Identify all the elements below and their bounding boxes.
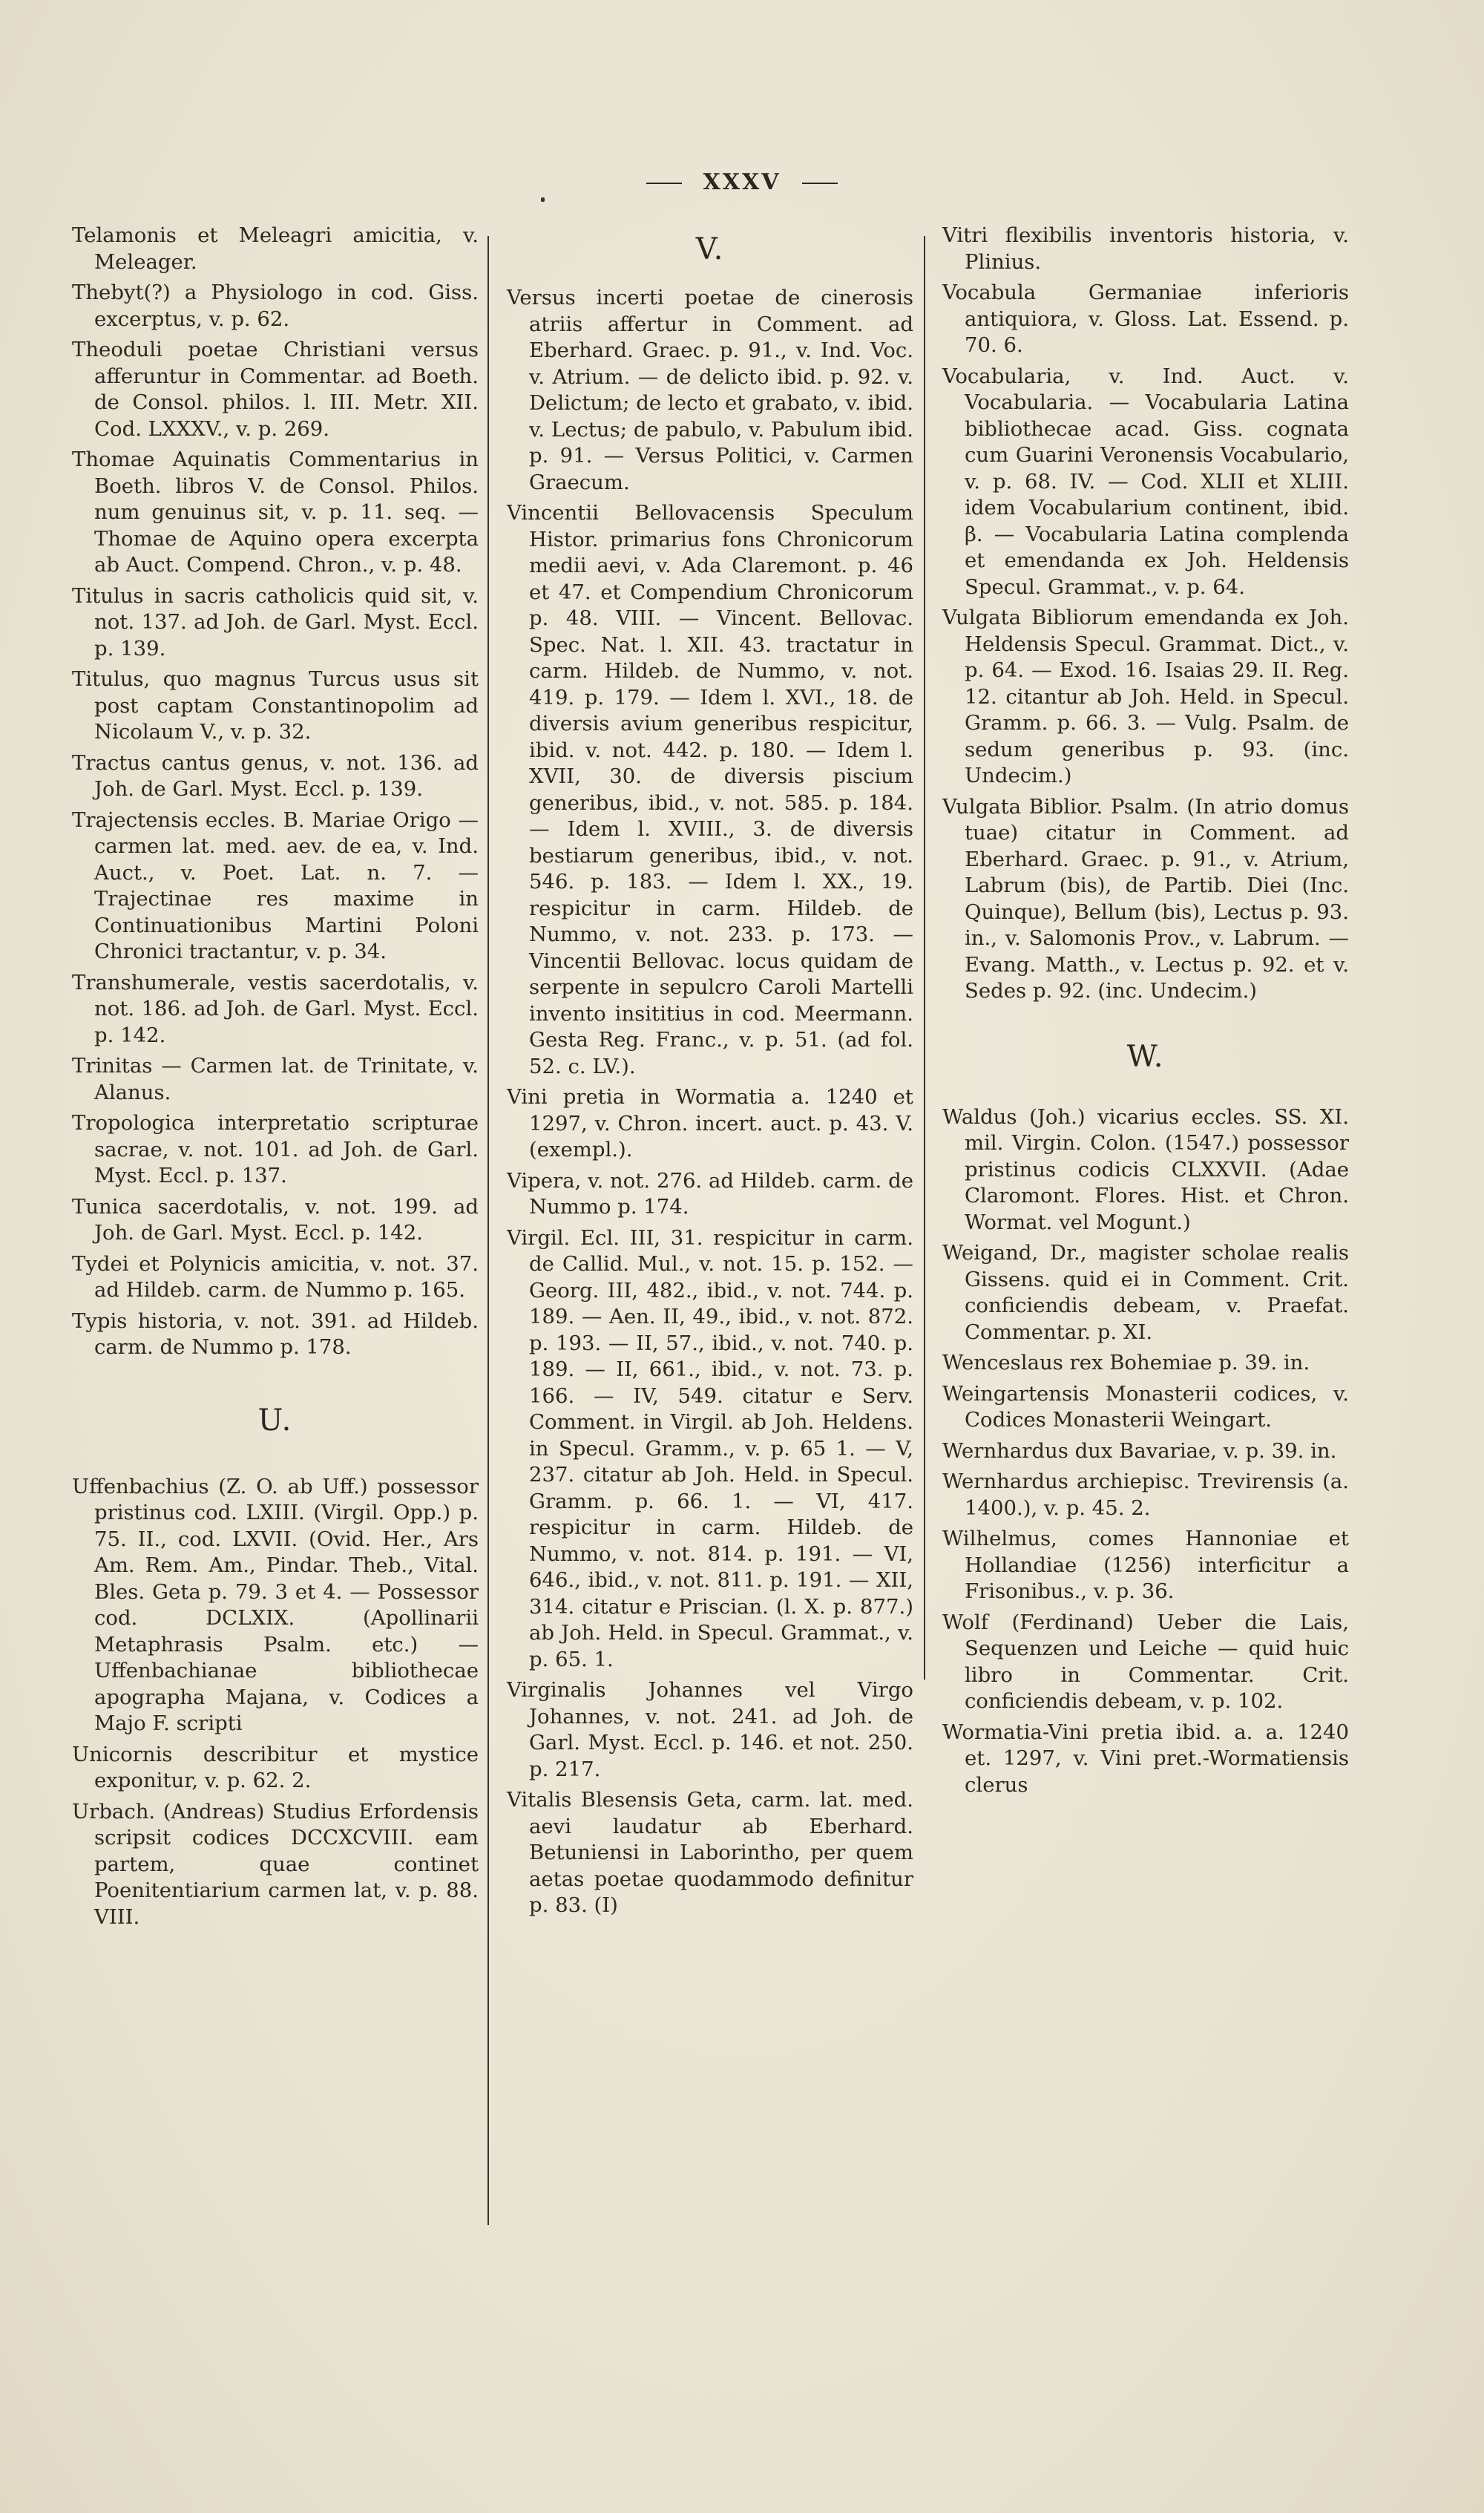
index-entry: Virginalis Johannes vel Virgo Johannes, v. not. 241. ad Joh. de Garl. Myst. Eccl. p. 146. et not. 250. p. 217. [507,1678,913,1781]
index-entry: Tunica sacerdotalis, v. not. 199. ad Joh. de Garl. Myst. Eccl. p. 142. [72,1194,479,1245]
index-entry: Vini pretia in Wormatia a. 1240 et 1297, v. Chron. incert. auct. p. 43. V. (exempl.). [507,1085,913,1162]
column-rule-left [487,236,489,2225]
index-entry: Theoduli poetae Christiani versus afferuntur in Commentar. ad Boeth. de Consol. philos. l. III. Metr. XII. Cod. LXXXV., v. p. 269. [72,338,479,441]
index-entry: Versus incerti poetae de cinerosis atriis affertur in Comment. ad Eberhard. Graec. p. 91., v. Ind. Voc. v. Atrium. — de delicto ibid. p. 92. v. Delictum; de lecto et grabato, v. ibid. v. Lectus; de pabulo, v. Pabulum ibid. p. 91. — Versus Politici, v. Carmen Graecum. [507,286,913,494]
section-letter-u: U. [257,1403,293,1438]
page-header [0,169,1484,195]
index-entry: Vitalis Blesensis Geta, carm. lat. med. aevi laudatur ab Eberhard. Betuniensi in Laborintho, per quem aetas poetae quodammodo definitur p. 83. (I) [507,1788,913,1917]
index-entry: Vocabula Germaniae inferioris antiquiora, v. Gloss. Lat. Essend. p. 70. 6. [942,281,1349,357]
index-entry: Titulus, quo magnus Turcus usus sit post captam Constantinopolim ad Nicolaum V., v. p. 32. [72,667,479,744]
index-entry: Tropologica interpretatio scripturae sacrae, v. not. 101. ad Joh. de Garl. Myst. Eccl. p. 137. [72,1111,479,1187]
index-entry: Unicornis describitur et mystice exponitur, v. p. 62. 2. [72,1742,479,1792]
index-entry: Wolf (Ferdinand) Ueber die Lais, Sequenzen und Leiche — quid huic libro in Commentar. Crit. conficiendis debeam, v. p. 102. [942,1610,1349,1713]
index-entry: Uffenbachius (Z. O. ab Uff.) possessor pristinus cod. LXIII. (Virgil. Opp.) p. 75. II., cod. LXVII. (Ovid. Her., Ars Am. Rem. Am., Pindar. Theb., Vital. Bles. Geta p. 79. 3 et 4. — Possessor cod. DCLXIX. (Apollinarii Metaphrasis Psalm. etc.) — Uffenbachianae bibliothecae apographa Majana, v. Codices a Majo F. scripti [72,1474,479,1735]
header-dash-right [802,183,838,184]
index-column-3 [942,223,1349,1803]
index-entry: Vulgata Bibliorum emendanda ex Joh. Heldensis Specul. Grammat. Dict., v. p. 64. — Exod. 16. Isaias 29. II. Reg. 12. citantur ab Joh. Held. in Specul. Gramm. p. 66. 3. — Vulg. Psalm. de sedum generibus p. 93. (inc. Undecim.) [942,606,1349,787]
index-entry: Wenceslaus rex Bohemiae p. 39. in. [942,1351,1310,1375]
index-entry: Tydei et Polynicis amicitia, v. not. 37. ad Hildeb. carm. de Nummo p. 165. [72,1251,479,1302]
index-entry: Telamonis et Meleagri amicitia, v. Meleager. [72,223,479,274]
ink-dot [541,197,545,202]
index-entry: Typis historia, v. not. 391. ad Hildeb. carm. de Nummo p. 178. [72,1308,479,1359]
section-letter-w: W. [1126,1039,1165,1074]
index-entry: Thomae Aquinatis Commentarius in Boeth. libros V. de Consol. Philos. num genuinus sit, v. p. 11. seq. — Thomae de Aquino opera excerpta ab Auct. Compend. Chron., v. p. 48. [72,448,479,577]
index-entry: Vipera, v. not. 276. ad Hildeb. carm. de Nummo p. 174. [507,1168,913,1219]
index-column-2 [507,223,913,1924]
index-entry: Vincentii Bellovacensis Speculum Histor. primarius fons Chronicorum medii aevi, v. Ada Claremont. p. 46 et 47. et Compendium Chronicorum p. 48. VIII. — Vincent. Bellovac. Spec. Nat. l. XII. 43. tractatur in carm. Hildeb. de Nummo, v. not. 419. p. 179. — Idem l. XVI., 18. de diversis avium generibus respicitur, ibid. v. not. 442. p. 180. — Idem l. XVII, 30. de diversis piscium generibus, ibid., v. not. 585. p. 184. — Idem l. XVIII., 3. de diversis bestiarum generibus, ibid., v. not. 546. p. 183. — Idem l. XX., 19. respicitur in carm. Hildeb. de Nummo, v. not. 233. p. 173. — Vincentii Bellovac. locus quidam de serpente in sepulcro Caroli Martelli invento insititius in cod. Meermann. Gesta Reg. Franc., v. p. 51. (ad fol. 52. c. LV.). [507,501,913,1078]
column-rule-right [924,236,925,1680]
page-number: XXXV [703,169,781,195]
index-entry: Titulus in sacris catholicis quid sit, v. not. 137. ad Joh. de Garl. Myst. Eccl. p. 139. [72,583,479,661]
section-letter-v: V. [695,232,725,266]
index-entry: Wernhardus dux Bavariae, v. p. 39. in. [942,1438,1337,1463]
index-column-1 [72,223,479,1935]
index-entry: Transhumerale, vestis sacerdotalis, v. not. 186. ad Joh. de Garl. Myst. Eccl. p. 142. [72,970,479,1047]
index-entry: Urbach. (Andreas) Studius Erfordensis scripsit codices DCCXCVIII. eam partem, quae continet Poenitentiarium carmen lat, v. p. 88. VIII. [72,1799,479,1929]
index-entry: Tractus cantus genus, v. not. 136. ad Joh. de Garl. Myst. Eccl. p. 139. [72,750,479,801]
index-entry: Vocabularia, v. Ind. Auct. v. Vocabularia. — Vocabularia Latina bibliothecae acad. Giss. cognata cum Guarini Veronensis Vocabulario, v. p. 68. IV. — Cod. XLII et XLIII. idem Vocabularium continent, ibid. β. — Vocabularia Latina complenda et emendanda ex Joh. Heldensis Specul. Grammat., v. p. 64. [942,364,1349,599]
index-entry: Thebyt(?) a Physiologo in cod. Giss. excerptus, v. p. 62. [72,281,479,331]
index-entry: Vulgata Biblior. Psalm. (In atrio domus tuae) citatur in Comment. ad Eberhard. Graec. p. 91., v. Atrium, Labrum (bis), de Partib. Diei (Inc. Quinque), Bellum (bis), Lectus p. 93. in., v. Salomonis Prov., v. Labrum. — Evang. Matth., v. Lectus p. 92. et v. Sedes p. 92. (inc. Undecim.) [942,794,1349,1003]
index-entry: Virgil. Ecl. III, 31. respicitur in carm. de Callid. Mul., v. not. 15. p. 152. — Georg. III, 482., ibid., v. not. 744. p. 189. — Aen. II, 49., ibid., v. not. 872. p. 193. — II, 57., ibid., v. not. 740. p. 189. — II, 661., ibid., v. not. 73. p. 166. — IV, 549. citatur e Serv. Comment. in Virgil. ab Joh. Heldens. in Specul. Gramm., v. p. 65 1. — V, 237. citatur ab Joh. Held. in Specul. Gramm. p. 66. 1. — VI, 417. respicitur in carm. Hildeb. de Nummo, v. not. 814. p. 191. — VI, 646., ibid., v. not. 811. p. 191. — XII, 314. citatur e Priscian. (l. X. p. 877.) ab Joh. Held. in Specul. Grammat., v. p. 65. 1. [507,1225,913,1671]
index-entry: Wilhelmus, comes Hannoniae et Hollandiae (1256) interficitur a Frisonibus., v. p. 36. [942,1527,1349,1603]
index-entry: Wormatia-Vini pretia ibid. a. a. 1240 et. 1297, v. Vini pret.-Wormatiensis clerus [942,1720,1349,1797]
index-entry: Weigand, Dr., magister scholae realis Gissens. quid ei in Comment. Crit. conficiendis debeam, v. Praefat. Commentar. p. XI. [942,1241,1349,1344]
index-entry: Wernhardus archiepisc. Trevirensis (a. 1400.), v. p. 45. 2. [942,1470,1349,1520]
index-entry: Vitri flexibilis inventoris historia, v. Plinius. [942,223,1349,274]
index-entry: Trinitas — Carmen lat. de Trinitate, v. Alanus. [72,1054,479,1104]
index-entry: Waldus (Joh.) vicarius eccles. SS. XI. mil. Virgin. Colon. (1547.) possessor pristinus codicis CLXXVII. (Adae Claromont. Flores. Hist. et Chron. Wormat. vel Mogunt.) [942,1104,1349,1234]
index-entry: Trajectensis eccles. B. Mariae Origo — carmen lat. med. aev. de ea, v. Ind. Auct., v. Poet. Lat. n. 7. — Trajectinae res maxime in Continuationibus Martini Poloni Chronici tractantur, v. p. 34. [72,807,479,963]
header-dash-left [646,183,682,184]
index-entry: Weingartensis Monasterii codices, v. Codices Monasterii Weingart. [942,1381,1349,1432]
